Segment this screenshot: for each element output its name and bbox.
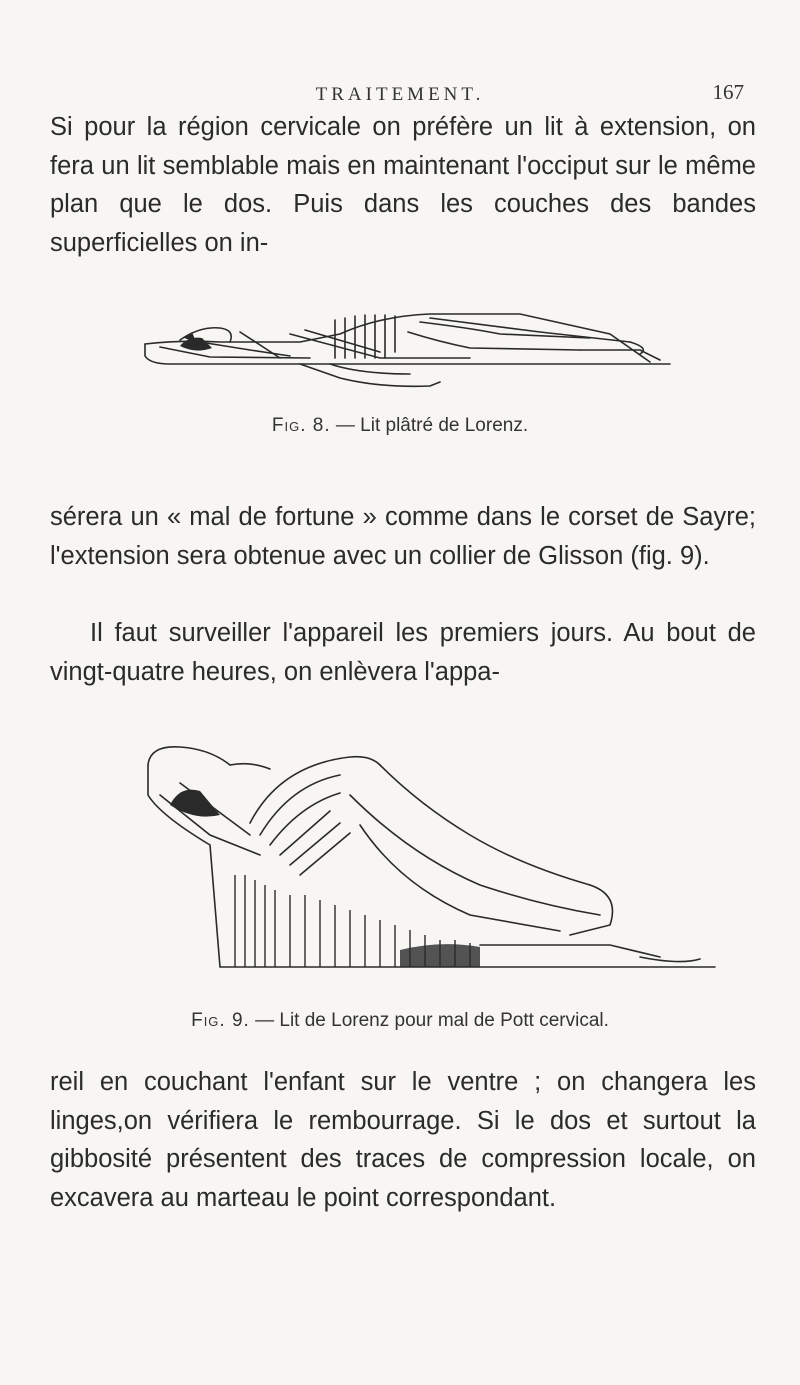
paragraph-2: sérera un « mal de fortune » comme dans le corset de Sayre; l'extension sera obtenue avec un collier de Glisson (fig. 9). bbox=[50, 503, 756, 570]
figure-8-caption bbox=[0, 415, 800, 437]
figure-9-caption-text: — Lit de Lorenz pour mal de Pott cervical. bbox=[255, 1010, 609, 1031]
figure-8-illustration bbox=[140, 312, 680, 402]
page-number: 167 bbox=[712, 80, 744, 104]
figure-9-label: Fig. 9. bbox=[191, 1010, 250, 1031]
running-head: TRAITEMENT. bbox=[315, 84, 485, 105]
figure-8-caption-text: — Lit plâtré de Lorenz. bbox=[335, 415, 529, 436]
paragraph-3: Il faut surveiller l'appareil les premiers jours. Au bout de vingt-quatre heures, on enlèvera l'appa- bbox=[50, 619, 756, 686]
figure-8-label: Fig. 8. bbox=[271, 415, 331, 436]
figure-9-caption bbox=[0, 1010, 800, 1032]
figure-9-illustration bbox=[140, 735, 720, 975]
lorenz-bed-pott-cervical-drawing bbox=[140, 735, 720, 975]
paragraph-1: Si pour la région cervicale on préfère un lit à extension, on fera un lit semblable mais en maintenant l'occiput sur le même plan que le dos. Puis dans les couches des bandes superficielles on in- bbox=[50, 113, 756, 257]
lorenz-plaster-bed-drawing bbox=[140, 312, 680, 402]
paragraph-4: reil en couchant l'enfant sur le ventre ; on changera les linges,on vérifiera le rembourrage. Si le dos et surtout la gibbosité présentent des traces de compression locale, on excavera au marteau le point correspondant. bbox=[50, 1068, 756, 1212]
